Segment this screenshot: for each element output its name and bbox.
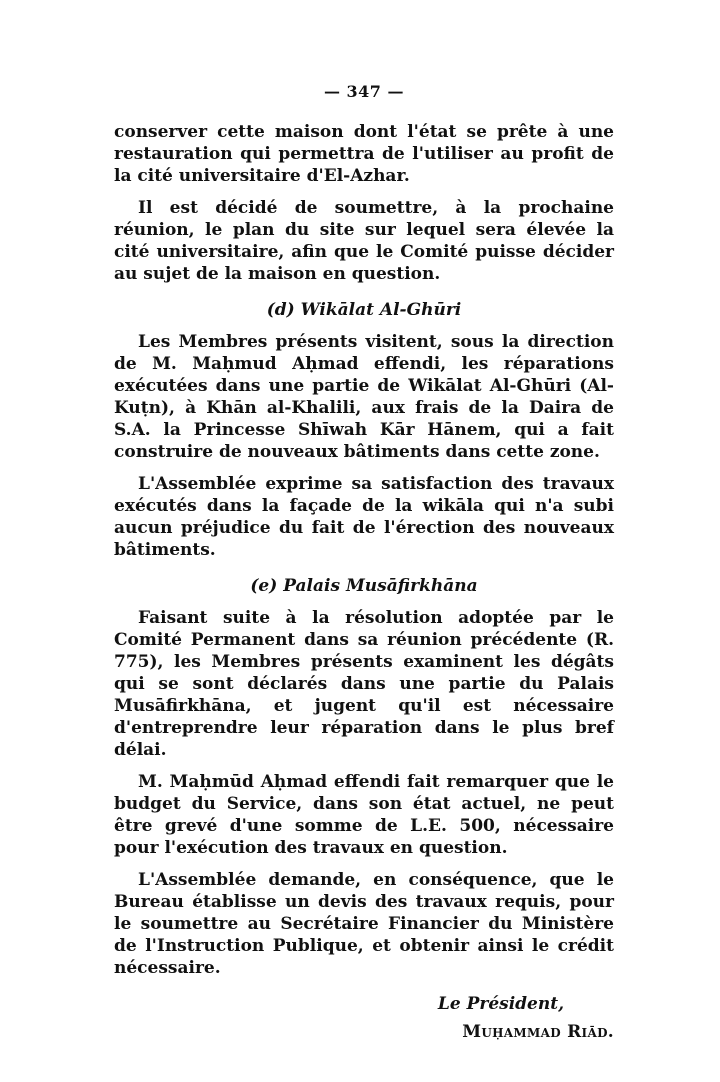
- paragraph-continuation: conserver cette maison dont l'état se prête à une restauration qui permettra de l'utiliser au profit de la cité universitaire d'El-Azhar.: [114, 122, 614, 186]
- paragraph-palais-budget: M. Maḥmūd Aḥmad effendi fait remarquer que le budget du Service, dans son état actuel, ne peut être grevé d'une somme de L.E. 500, nécessaire pour l'exécution des travaux en question.: [114, 772, 614, 858]
- signature-name: Muḥammad Riād.: [462, 1022, 614, 1042]
- section-heading-e: (e) Palais Musāfirkhāna: [250, 576, 478, 596]
- page-number: — 347 —: [323, 82, 405, 101]
- signature-block: [114, 991, 614, 1047]
- paragraph-palais-request: L'Assemblée demande, en conséquence, que le Bureau établisse un devis des travaux requis, pour le soumettre au Secrétaire Financier du Ministère de l'Instruction Publique, et obtenir ainsi le crédit nécessaire.: [114, 870, 614, 978]
- section-heading-d: (d) Wikālat Al-Ghūri: [266, 300, 462, 320]
- paragraph-palais-resolution: Faisant suite à la résolution adoptée par le Comité Permanent dans sa réunion précédente (R. 775), les Membres présents examinent les dégâts qui se sont déclarés dans une partie du Palais Musāfirkhāna, et jugent qu'il est nécessaire d'entreprendre leur réparation dans le plus bref délai.: [114, 608, 614, 760]
- paragraph-wikala-satisfaction: L'Assemblée exprime sa satisfaction des travaux exécutés dans la façade de la wikāla qui n'a subi aucun préjudice du fait de l'érection des nouveaux bâtiments.: [114, 474, 614, 560]
- paragraph-decision: Il est décidé de soumettre, à la prochaine réunion, le plan du site sur lequel sera élevée la cité universitaire, afin que le Comité puisse décider au sujet de la maison en question.: [114, 198, 614, 284]
- signature-title: Le Président,: [437, 994, 564, 1014]
- document-page: [114, 82, 614, 1047]
- paragraph-wikala-visit: Les Membres présents visitent, sous la direction de M. Maḥmud Aḥmad effendi, les réparations exécutées dans une partie de Wikālat Al-Ghūri (Al-Kuṭn), à Khān al-Khalili, aux frais de la Daira de S.A. la Princesse Shīwah Kār Hānem, qui a fait construire de nouveaux bâtiments dans cette zone.: [114, 332, 614, 462]
